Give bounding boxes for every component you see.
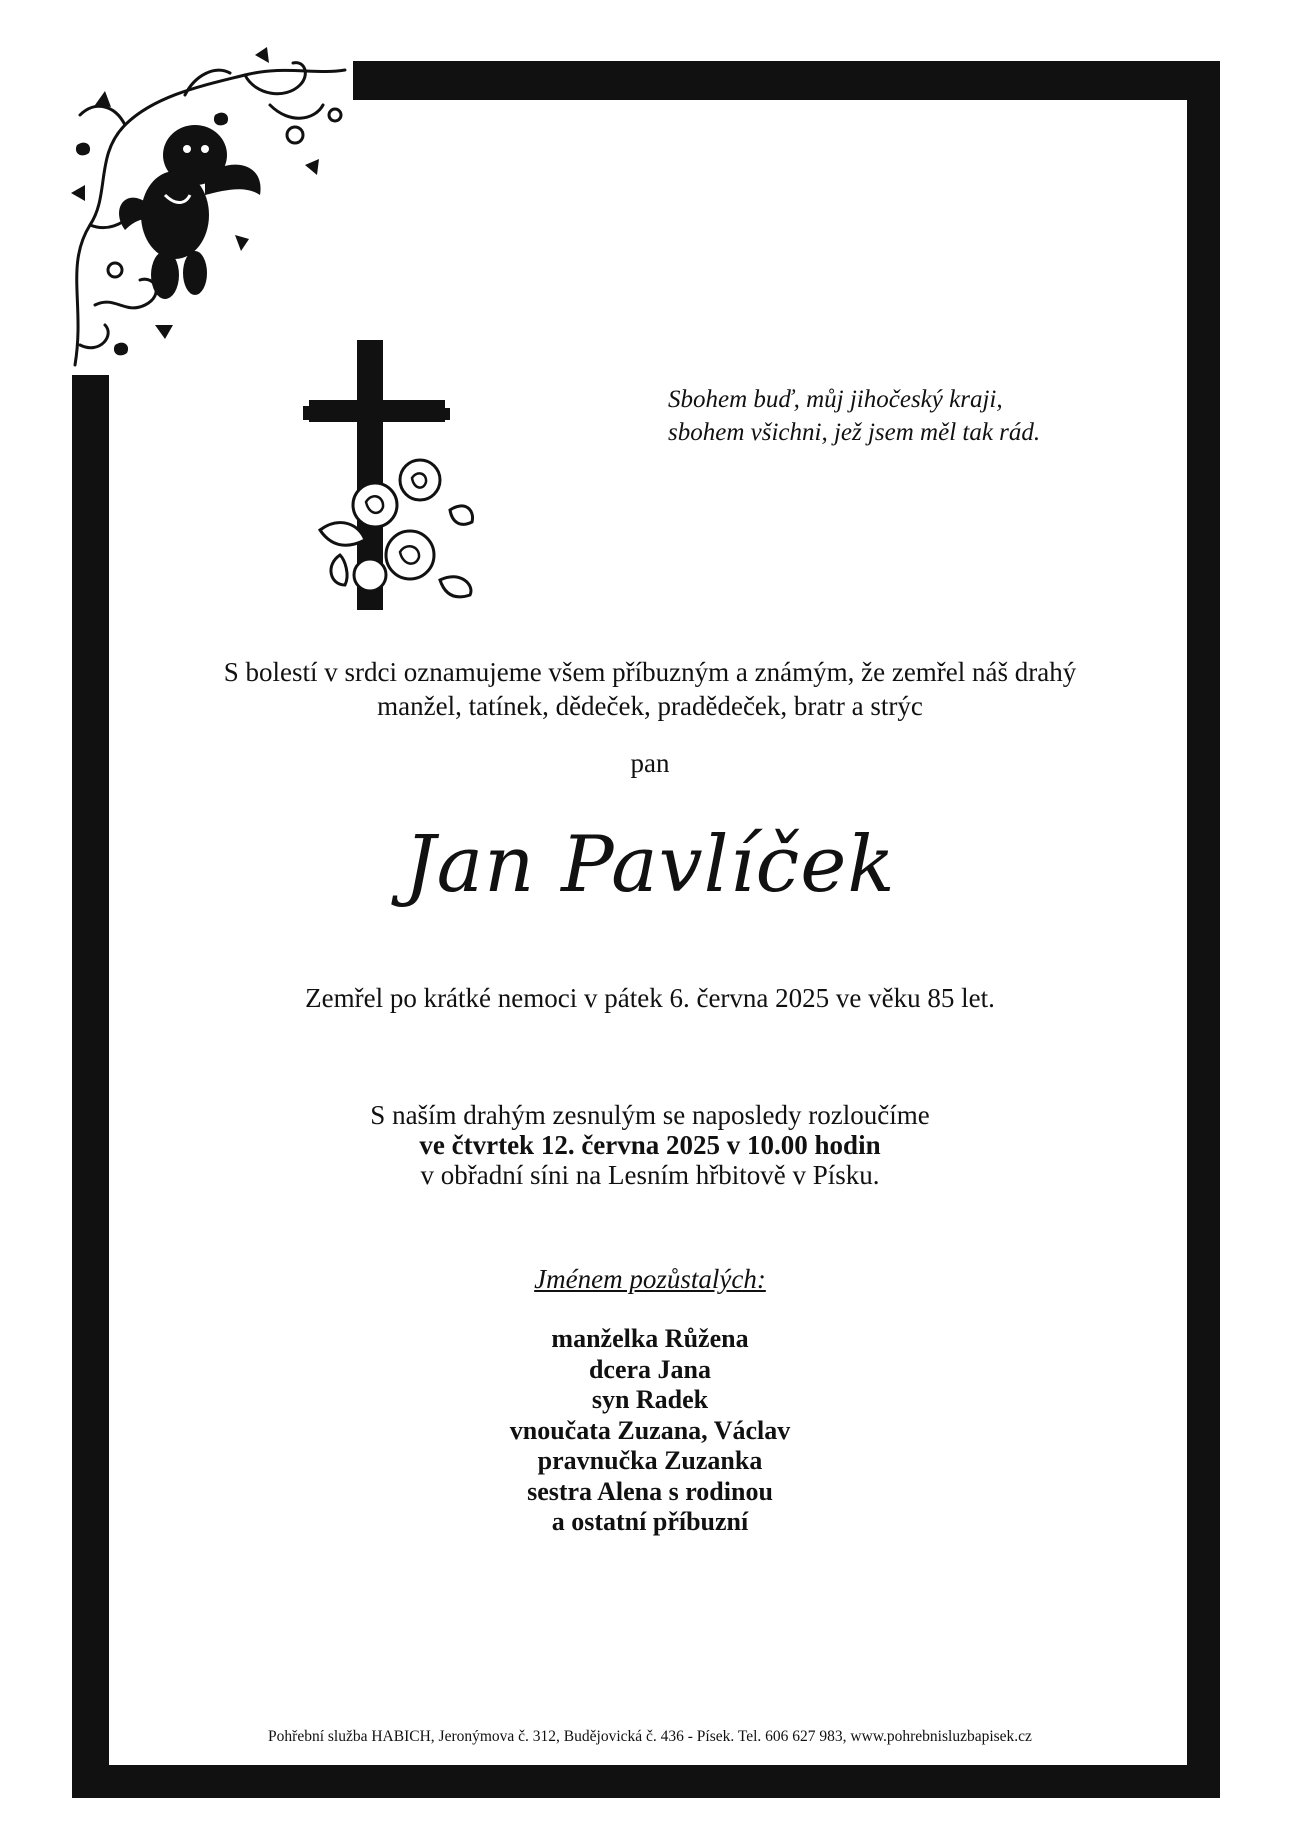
title-word: pan: [630, 748, 670, 778]
funeral-intro: S naším drahým zesnulým se naposledy rozloučíme: [370, 1100, 930, 1130]
relative-item: manželka Růžena: [551, 1324, 749, 1353]
announcement-line: manžel, tatínek, dědeček, pradědeček, bratr a strýc: [377, 691, 923, 721]
funeral-date-time: ve čtvrtek 12. června 2025 v 10.00 hodin: [419, 1130, 881, 1160]
death-notice: Zemřel po krátké nemoci v pátek 6. června 2025 ve věku 85 let.: [305, 983, 995, 1013]
verse-line: Sbohem buď, můj jihočeský kraji,: [668, 386, 1003, 413]
funeral-service-footer: Pohřební služba HABICH, Jeronýmova č. 312, Budějovická č. 436 - Písek. Tel. 606 627 983, www.pohrebnisluzbapisek.cz: [268, 1728, 1032, 1745]
farewell-verse: [668, 383, 1088, 449]
funeral-details: [0, 1100, 1300, 1190]
cross-with-roses-icon: [300, 340, 480, 620]
relative-item: dcera Jana: [588, 1354, 712, 1384]
relative-item: a ostatní příbuzní: [551, 1507, 749, 1536]
relatives-list: [0, 1324, 1300, 1538]
border-top: [353, 61, 1220, 100]
border-left: [72, 375, 109, 1798]
funeral-location: v obřadní síni na Lesním hřbitově v Písku.: [420, 1160, 880, 1190]
verse-line: sbohem všichni, jež jsem měl tak rád.: [668, 419, 1041, 446]
announcement-text: [0, 655, 1300, 723]
relative-item: vnoučata Zuzana, Václav: [509, 1415, 791, 1445]
on-behalf-heading: Jménem pozůstalých:: [534, 1264, 766, 1294]
relative-item: sestra Alena s rodinou: [527, 1476, 773, 1506]
announcement-line: S bolestí v srdci oznamujeme všem příbuzným a známým, že zemřel náš drahý: [223, 657, 1077, 687]
cherub-vine-ornament-icon: [55, 45, 355, 375]
deceased-name: Jan Pavlíček: [404, 820, 896, 910]
border-bottom: [72, 1765, 1220, 1798]
relative-item: syn Radek: [591, 1385, 709, 1414]
relative-item: pravnučka Zuzanka: [537, 1446, 763, 1475]
